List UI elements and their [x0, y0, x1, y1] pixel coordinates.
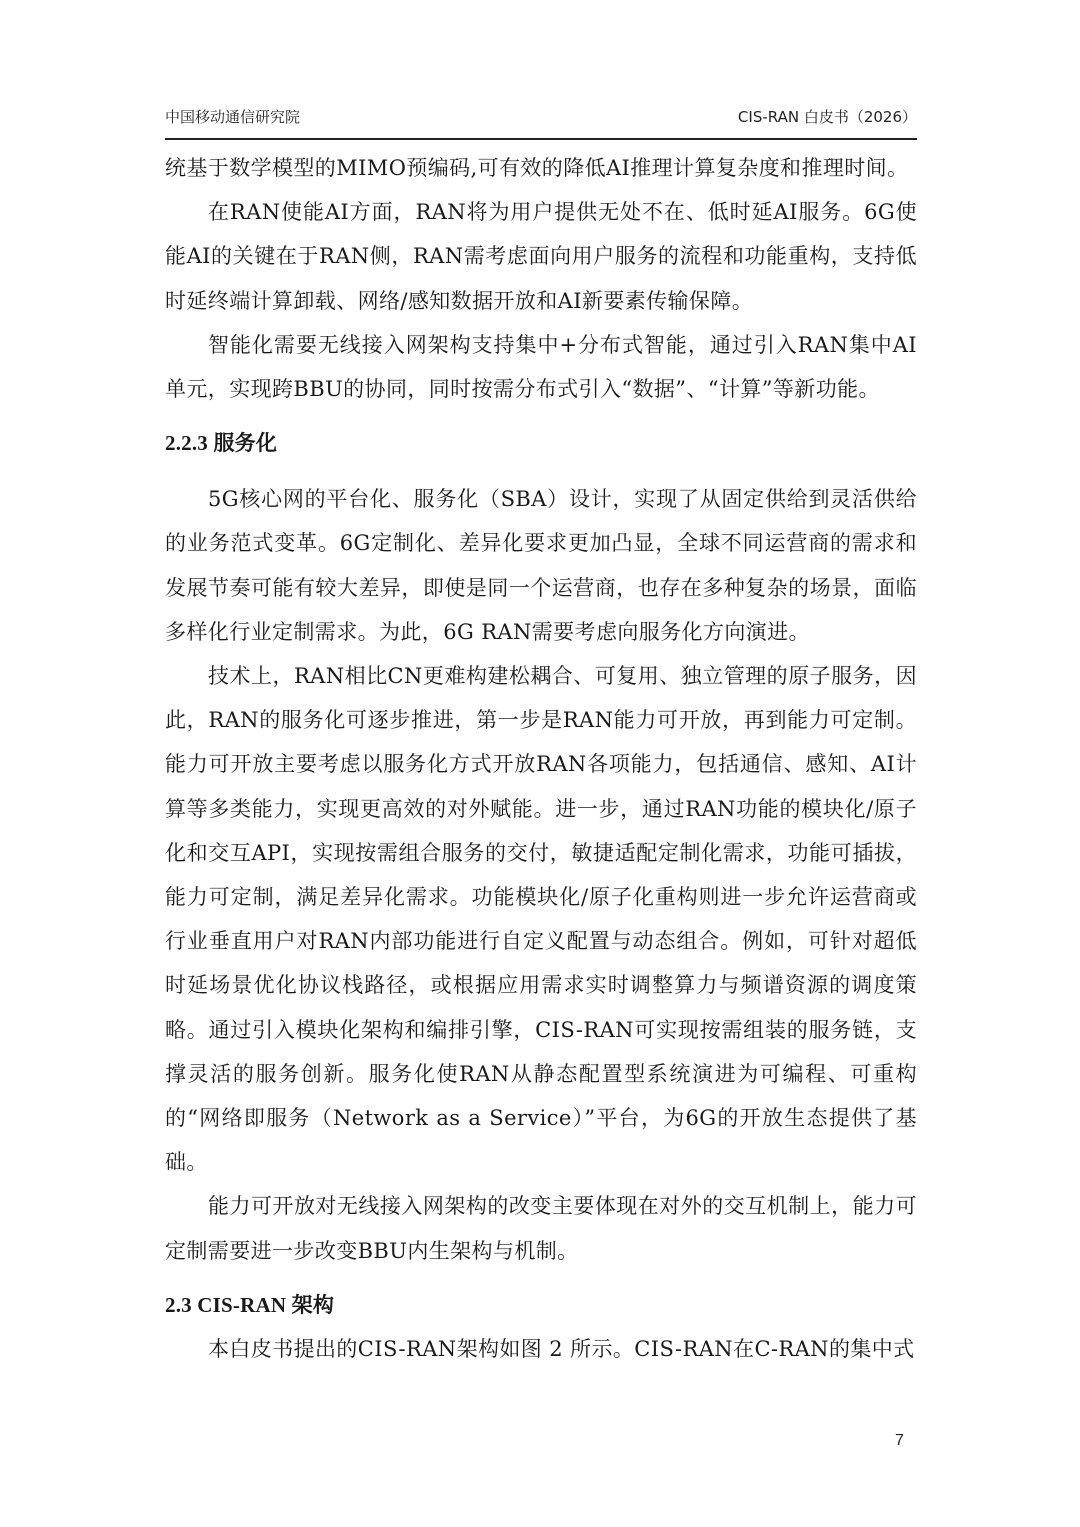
header-doc-title: CIS-RAN 白皮书（2026） [737, 108, 917, 126]
page-body [165, 146, 917, 1371]
paragraph: 智能化需要无线接入网架构支持集中+分布式智能，通过引入RAN集中AI单元，实现跨BBU的协同，同时按需分布式引入“数据”、“计算”等新功能。 [165, 332, 917, 402]
paragraph: 5G核心网的平台化、服务化（SBA）设计，实现了从固定供给到灵活供给的业务范式变革。6G定制化、差异化要求更加凸显，全球不同运营商的需求和发展节奏可能有较大差异，即使是同一个运营商，也存在多种复杂的场景，面临多样化行业定制需求。为此，6G RAN需要考虑向服务化方向演进。 [165, 487, 917, 644]
paragraph: 在RAN使能AI方面，RAN将为用户提供无处不在、低时延AI服务。6G使能AI的关键在于RAN侧，RAN需考虑面向用户服务的流程和功能重构，支持低时延终端计算卸载、网络/感知数据开放和AI新要素传输保障。 [165, 200, 917, 313]
section-heading-2-3: 2.3 CIS-RAN 架构 [165, 1292, 335, 1317]
paragraph: 本白皮书提出的CIS-RAN架构如图 2 所示。CIS-RAN在C-RAN的集中式 [208, 1336, 915, 1361]
page-number: 7 [895, 1432, 904, 1449]
paragraph: 技术上，RAN相比CN更难构建松耦合、可复用、独立管理的原子服务，因此，RAN的服务化可逐步推进，第一步是RAN能力可开放，再到能力可定制。能力可开放主要考虑以服务化方式开放RAN各项能力，包括通信、感知、AI计算等多类能力，实现更高效的对外赋能。进一步，通过RAN功能的模块化/原子化和交互API，实现按需组合服务的交付，敏捷适配定制化需求，功能可插拔，能力可定制，满足差异化需求。功能模块化/原子化重构则进一步允许运营商或行业垂直用户对RAN内部功能进行自定义配置与动态组合。例如，可针对超低时延场景优化协议栈路径，或根据应用需求实时调整算力与频谱资源的调度策略。通过引入模块化架构和编排引擎，CIS-RAN可实现按需组装的服务链，支撑灵活的服务创新。服务化使RAN从静态配置型系统演进为可编程、可重构的“网络即服务（Network as a Service）”平台，为6G的开放生态提供了基础。 [165, 664, 917, 1175]
paragraph: 统基于数学模型的MIMO预编码,可有效的降低AI推理计算复杂度和推理时间。 [165, 156, 909, 180]
header-divider [165, 138, 917, 140]
page-header [165, 106, 917, 132]
paragraph: 能力可开放对无线接入网架构的改变主要体现在对外的交互机制上，能力可定制需要进一步改变BBU内生架构与机制。 [165, 1194, 917, 1263]
header-organization: 中国移动通信研究院 [165, 108, 301, 126]
section-heading-2-2-3: 2.2.3 服务化 [165, 431, 278, 456]
